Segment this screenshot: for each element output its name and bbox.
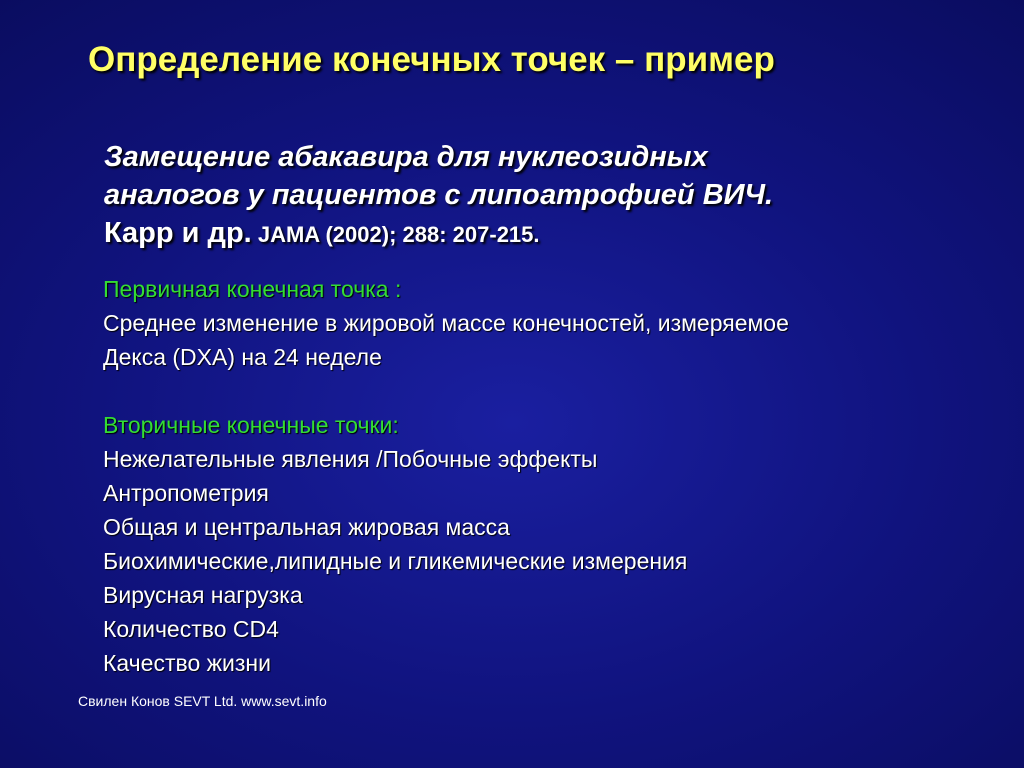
reference-authors: Карр и др.	[104, 217, 252, 249]
secondary-endpoint-item: Нежелательные явления /Побочные эффекты	[103, 446, 598, 472]
reference-journal: JAMA (2002); 288: 207-215.	[251, 222, 540, 247]
slide-title: Определение конечных точек – пример	[88, 40, 775, 79]
reference-line-3	[104, 214, 984, 254]
secondary-endpoints-heading: Вторичные конечные точки:	[103, 412, 399, 438]
secondary-endpoint-item: Вирусная нагрузка	[103, 582, 303, 608]
primary-endpoint-line: Декса (DXA) на 24 неделе	[103, 344, 382, 370]
reference-line-2: аналогов у пациентов с липоатрофией ВИЧ.	[104, 179, 774, 211]
primary-endpoint-heading: Первичная конечная точка :	[103, 276, 402, 302]
primary-endpoint-section	[103, 272, 789, 374]
secondary-endpoints-section	[103, 408, 687, 680]
secondary-endpoint-item: Антропометрия	[103, 480, 269, 506]
primary-endpoint-line: Среднее изменение в жировой массе конечностей, измеряемое	[103, 310, 789, 336]
secondary-endpoint-item: Количество CD4	[103, 616, 279, 642]
secondary-endpoint-item: Качество жизни	[103, 650, 271, 676]
secondary-endpoint-item: Общая и центральная жировая масса	[103, 514, 510, 540]
slide-footer: Свилен Конов SEVT Ltd. www.sevt.info	[78, 693, 327, 709]
reference-line-1: Замещение абакавира для нуклеозидных	[104, 141, 708, 173]
secondary-endpoint-item: Биохимические,липидные и гликемические измерения	[103, 548, 688, 574]
reference-citation	[104, 138, 984, 254]
